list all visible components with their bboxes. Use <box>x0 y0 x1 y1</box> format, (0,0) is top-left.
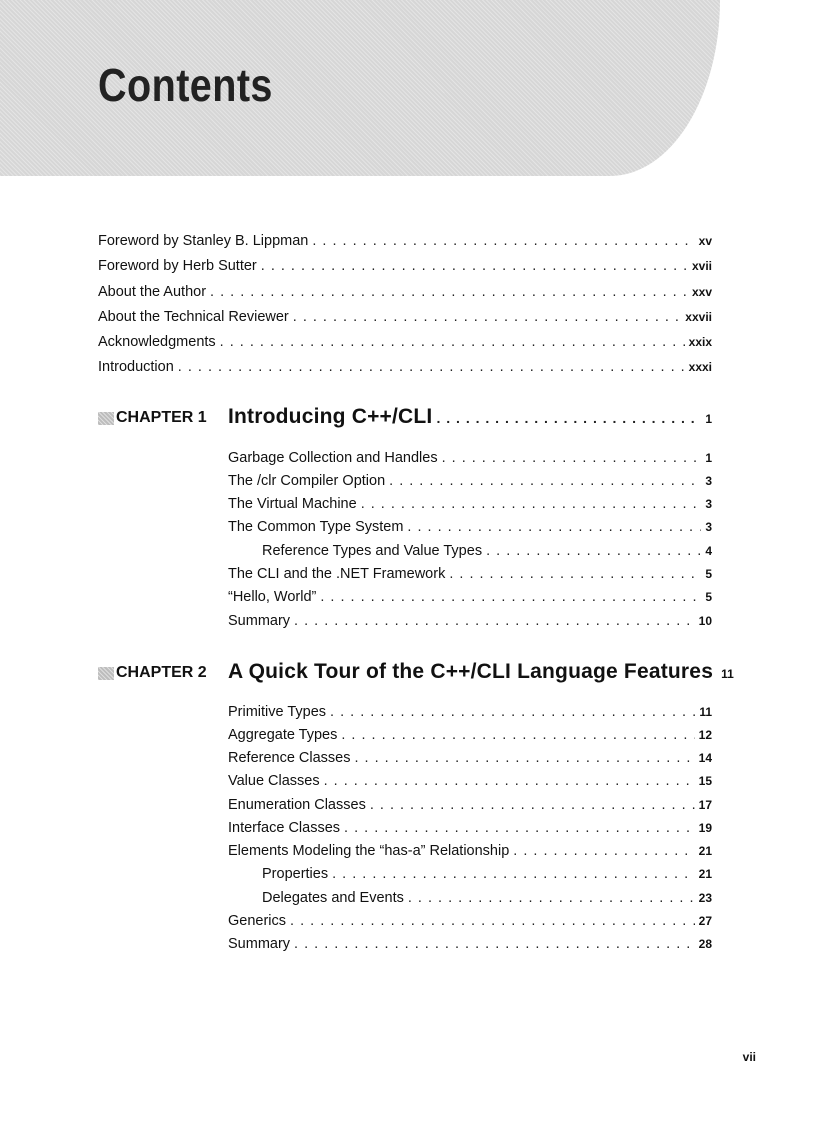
toc-entry-page: 5 <box>705 567 712 581</box>
toc-entry-label: Garbage Collection and Handles <box>228 450 438 466</box>
chapter-2-title[interactable] <box>228 660 734 686</box>
toc-entry-page: 27 <box>698 914 712 928</box>
leader-dots <box>361 496 702 512</box>
leader-dots <box>344 820 695 836</box>
toc-entry-introduction[interactable] <box>98 359 712 379</box>
leader-dots <box>341 727 694 743</box>
toc-entry-label: Properties <box>262 866 329 882</box>
toc-entry-label: “Hello, World” <box>228 589 317 605</box>
toc-entry[interactable] <box>228 496 712 516</box>
chapter-title-page: 11 <box>721 667 734 681</box>
toc-entry-label: The CLI and the .NET Framework <box>228 566 446 582</box>
toc-entry-page: 14 <box>698 751 712 765</box>
chapter-1-label <box>98 409 207 427</box>
toc-entry-label: Summary <box>228 613 291 629</box>
toc-entry-label: Enumeration Classes <box>228 797 366 813</box>
toc-entry-label: The Virtual Machine <box>228 496 357 512</box>
toc-subentry[interactable] <box>262 890 712 910</box>
leader-dots <box>436 410 701 426</box>
toc-entry[interactable] <box>228 613 712 633</box>
toc-entry-label: Acknowledgments <box>98 334 216 350</box>
toc-entry-about-reviewer[interactable] <box>98 309 712 329</box>
toc-entry-foreword-lippman[interactable] <box>98 233 712 253</box>
leader-dots <box>486 543 701 559</box>
leader-dots <box>389 473 701 489</box>
chapter-label-text: CHAPTER 2 <box>116 664 207 681</box>
chapter-marker-icon <box>98 667 114 680</box>
toc-entry-about-author[interactable] <box>98 284 712 304</box>
toc-entry-page: xvii <box>691 259 712 273</box>
leader-dots <box>261 258 688 274</box>
toc-entry[interactable] <box>228 936 712 956</box>
toc-entry-page: 3 <box>705 497 712 511</box>
toc-entry-page: 21 <box>698 844 712 858</box>
chapter-title-page: 1 <box>705 412 712 426</box>
toc-entry-page: xv <box>698 234 712 248</box>
toc-entry[interactable] <box>228 727 712 747</box>
chapter-title-text: A Quick Tour of the C++/CLI Language Features <box>228 660 714 683</box>
toc-entry[interactable] <box>228 820 712 840</box>
toc-entry-page: xxxi <box>688 360 712 374</box>
chapter-1-title[interactable] <box>228 405 712 431</box>
leader-dots <box>355 750 695 766</box>
toc-entry-label: Foreword by Herb Sutter <box>98 258 257 274</box>
toc-entry-label: Foreword by Stanley B. Lippman <box>98 233 309 249</box>
leader-dots <box>294 613 695 629</box>
leader-dots <box>290 913 695 929</box>
toc-entry-label: Elements Modeling the “has-a” Relationship <box>228 843 510 859</box>
toc-entry-foreword-sutter[interactable] <box>98 258 712 278</box>
leader-dots <box>312 233 694 249</box>
toc-entry-page: xxv <box>691 285 712 299</box>
leader-dots <box>294 936 695 952</box>
leader-dots <box>408 890 695 906</box>
toc-entry-page: 23 <box>698 891 712 905</box>
toc-entry-label: About the Technical Reviewer <box>98 309 289 325</box>
leader-dots <box>178 359 685 375</box>
page-number: vii <box>742 1050 756 1064</box>
toc-entry[interactable] <box>228 750 712 770</box>
toc-entry[interactable] <box>228 797 712 817</box>
toc-entry[interactable] <box>228 566 712 586</box>
leader-dots <box>370 797 695 813</box>
toc-entry-label: Introduction <box>98 359 174 375</box>
toc-entry-label: About the Author <box>98 284 207 300</box>
leader-dots <box>324 773 695 789</box>
leader-dots <box>293 309 682 325</box>
toc-entry-page: 21 <box>698 867 712 881</box>
toc-subentry[interactable] <box>262 543 712 563</box>
page-title: Contents <box>98 59 273 111</box>
toc-entry-label: Reference Classes <box>228 750 351 766</box>
chapter-2-label <box>98 664 207 682</box>
toc-subentry[interactable] <box>262 866 712 886</box>
toc-entry-page: 1 <box>705 451 712 465</box>
toc-entry[interactable] <box>228 519 712 539</box>
chapter-label-text: CHAPTER 1 <box>116 409 207 426</box>
toc-entry[interactable] <box>228 913 712 933</box>
toc-entry[interactable] <box>228 704 712 724</box>
toc-entry-label: Interface Classes <box>228 820 341 836</box>
leader-dots <box>442 450 702 466</box>
toc-entry[interactable] <box>228 589 712 609</box>
toc-entry-page: xxix <box>688 335 712 349</box>
toc-entry-page: 17 <box>698 798 712 812</box>
toc-entry-page: 11 <box>699 705 712 719</box>
toc-entry-label: The /clr Compiler Option <box>228 473 386 489</box>
leader-dots <box>449 566 701 582</box>
toc-entry-page: 5 <box>705 590 712 604</box>
toc-entry[interactable] <box>228 843 712 863</box>
toc-entry-page: 3 <box>705 474 712 488</box>
toc-entry-page: 28 <box>698 937 712 951</box>
leader-dots <box>320 589 701 605</box>
chapter-title-text: Introducing C++/CLI <box>228 405 433 428</box>
toc-entry-page: 15 <box>698 774 712 788</box>
toc-entry-label: Primitive Types <box>228 704 327 720</box>
leader-dots <box>210 284 688 300</box>
toc-entry-acknowledgments[interactable] <box>98 334 712 354</box>
toc-entry-label: Summary <box>228 936 291 952</box>
leader-dots <box>220 334 685 350</box>
toc-entry-label: Value Classes <box>228 773 320 789</box>
toc-entry-label: Aggregate Types <box>228 727 338 743</box>
toc-entry-label: Generics <box>228 913 287 929</box>
toc-entry[interactable] <box>228 473 712 493</box>
toc-entry-page: 19 <box>698 821 712 835</box>
toc-entry-label: Reference Types and Value Types <box>262 543 483 559</box>
leader-dots <box>330 704 695 720</box>
toc-entry[interactable] <box>228 773 712 793</box>
chapter-marker-icon <box>98 412 114 425</box>
toc-entry-label: Delegates and Events <box>262 890 404 906</box>
toc-entry-page: xxvii <box>685 310 712 324</box>
toc-entry-page: 4 <box>705 544 712 558</box>
toc-entry-label: The Common Type System <box>228 519 404 535</box>
leader-dots <box>513 843 694 859</box>
toc-entry-page: 3 <box>705 520 712 534</box>
toc-entry-page: 10 <box>698 614 712 628</box>
leader-dots <box>407 519 701 535</box>
toc-entry[interactable] <box>228 450 712 470</box>
leader-dots <box>332 866 695 882</box>
toc-entry-page: 12 <box>698 728 712 742</box>
